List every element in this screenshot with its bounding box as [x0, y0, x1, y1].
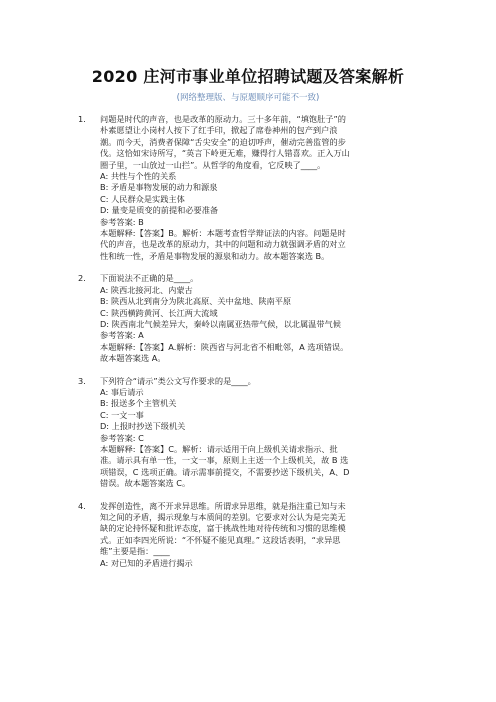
question-number: 1. — [78, 114, 86, 124]
question-text-line: 本题解释:【答案】A.解析：陕西省与河北省不相毗邻，A 选项错误。 — [100, 341, 349, 352]
question-text-line: 伐。这恰如宋诗所写，“英言下岭更无难，赚得行人错喜欢。正入万山 — [100, 148, 350, 159]
question-text-line: 发挥创造性，离不开求异思维。所谓求异思维，就是指注重已知与未 — [100, 500, 346, 511]
question-text-line: 下列符合“请示”类公文写作要求的是____。 — [100, 375, 256, 386]
question-text-line: 知之间的矛盾，揭示现象与本质间的差别。它要求对公认为是完美无 — [100, 512, 346, 522]
question-body — [100, 273, 400, 364]
question-text-line: 问题是时代的声音，也是改革的原动力。三十多年前，“填饱肚子”的 — [100, 114, 346, 124]
question-text-line: 参考答案: B — [100, 216, 144, 227]
question-text-line: D: 陕西南北气候差异大，秦岭以南属亚热带气候，以北属温带气候 — [100, 318, 341, 329]
question-number: 4. — [78, 500, 86, 511]
question-text-line: C: 陕西横跨黄河、长江两大流域 — [100, 307, 218, 318]
question-text-line: D: 上报时抄送下级机关 — [100, 421, 186, 432]
question-text-line: B: 陕西从北到南分为陕北高原、关中盆地、陕南平原 — [100, 296, 292, 307]
question-number: 3. — [78, 375, 86, 386]
question-text-line: 性和统一性，矛盾是事物发展的源泉和动力。故本题答案选 B。 — [100, 250, 330, 261]
question-item — [0, 273, 496, 364]
question-text-line: 潮。而今天，消费者保障“舌尖安全”的迫切呼声，催动完善监管的步 — [100, 136, 346, 147]
question-item — [0, 376, 496, 490]
question-text-line: 参考答案: C — [100, 432, 144, 443]
question-text-line: 项错误，C 选项正确。请示需事前提交，不需要抄送下级机关，A、D — [100, 466, 350, 477]
question-list — [0, 114, 496, 580]
question-text-line: 下面说法不正确的是____。 — [100, 273, 199, 284]
question-text-line: 本题解释:【答案】B。解析：本题考查哲学辩证法的内容。问题是时 — [100, 228, 346, 239]
question-text-line: 代的声音，也是改革的原动力，其中的问题和动力就强调矛盾的对立 — [100, 239, 346, 250]
question-text-line: 故本题答案选 A。 — [100, 353, 166, 364]
question-text-line: 准。请示具有单一性，一文一事，原则上主送一个上级机关，故 B 选 — [100, 455, 349, 466]
question-body — [100, 376, 400, 490]
question-text-line: 朴素愿望让小岗村人按下了红手印，掀起了席卷神州的包产到户浪 — [100, 125, 338, 136]
question-text-line: 式。正如李四光所说：“不怀疑不能见真理。” 这段话表明，“求异思 — [100, 534, 341, 545]
question-text-line: B: 报送多个主管机关 — [100, 398, 177, 409]
question-body — [100, 114, 400, 262]
question-text-line: 维”主要是指：____ — [100, 546, 170, 557]
question-text-line: B: 矛盾是事物发展的动力和源泉 — [100, 182, 218, 193]
question-text-line: A: 共性与个性的关系 — [100, 171, 177, 182]
question-text-line: A: 对已知的矛盾进行揭示 — [100, 557, 193, 568]
question-body — [100, 501, 400, 569]
question-text-line: D: 量变是质变的前提和必要准备 — [100, 205, 219, 216]
question-item — [0, 114, 496, 262]
question-text-line: 圈子里，一山放过一山拦”。从哲学的角度看，它反映了____。 — [100, 159, 326, 170]
question-text-line: C: 人民群众是实践主体 — [100, 193, 185, 204]
question-number: 2. — [78, 273, 86, 284]
question-item — [0, 501, 496, 569]
question-text-line: 缺的定论持怀疑和批评态度，富于挑战性地对待传统和习惯的思维模 — [100, 523, 346, 534]
document-title: 2020 庄河市事业单位招聘试题及答案解析 — [91, 67, 405, 86]
question-text-line: 错误。故本题答案选 C。 — [100, 478, 191, 489]
question-text-line: A: 事后请示 — [100, 386, 144, 397]
question-text-line: 本题解释:【答案】C。解析：请示适用于向上级机关请求指示、批 — [100, 443, 338, 454]
document-subtitle: (网络整理版、与原题顺序可能不一致) — [176, 93, 320, 103]
question-text-line: C: 一文一事 — [100, 409, 144, 420]
question-text-line: A: 陕西北接河北、内蒙古 — [100, 284, 193, 295]
question-text-line: 参考答案: A — [100, 330, 144, 341]
